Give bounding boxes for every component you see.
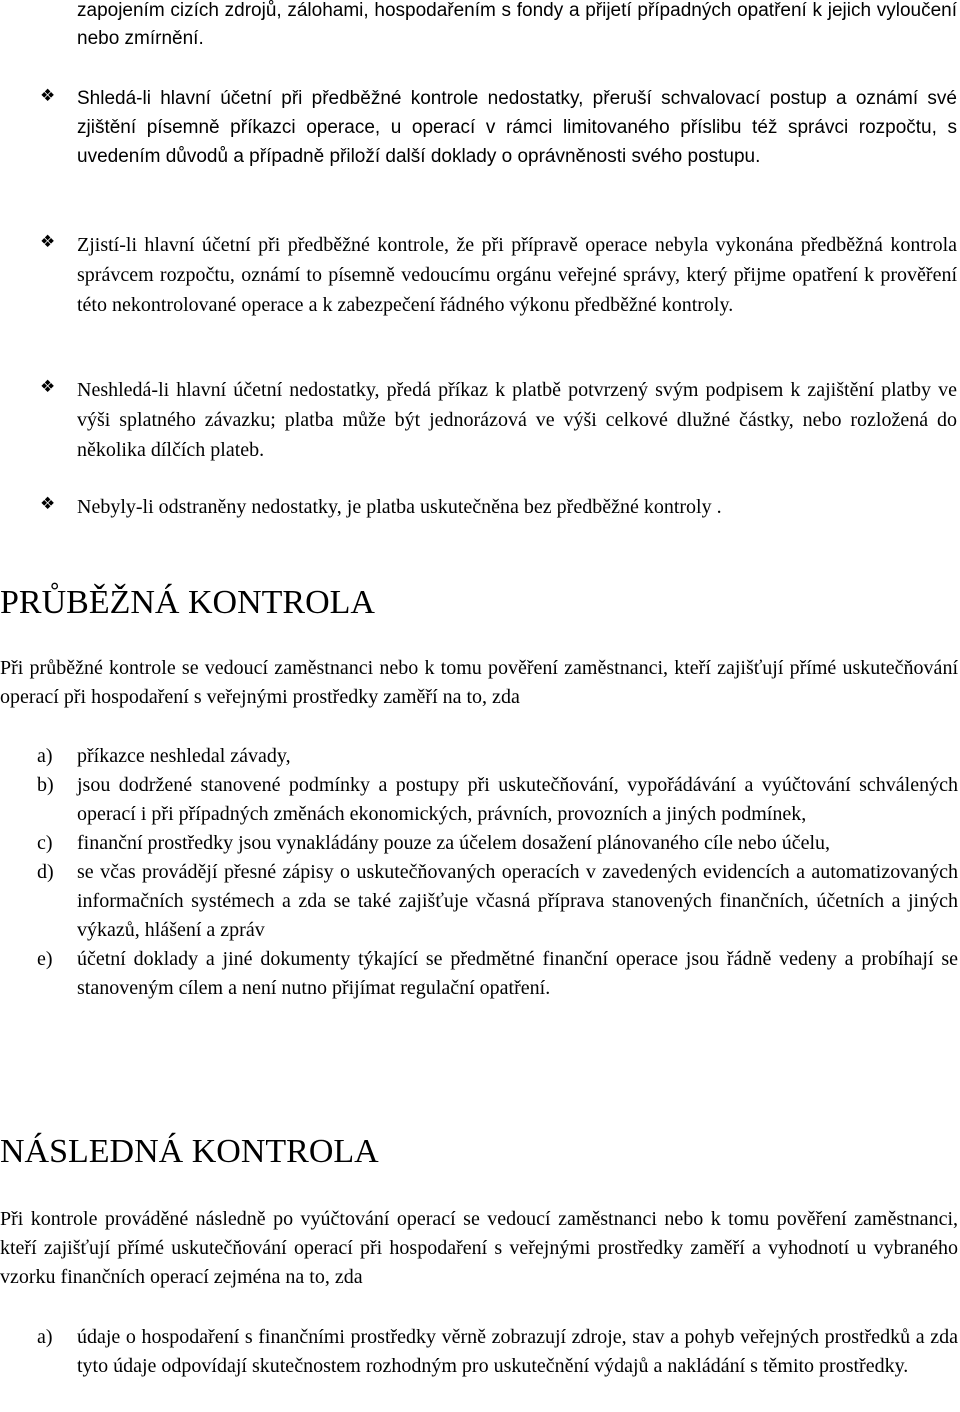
nasledna-criteria-list [0,1323,960,1381]
section-heading-prubezna: PRŮBĚŽNÁ KONTROLA [0,584,375,621]
bullet-text: Shledá-li hlavní účetní při předběžné kontrole nedostatky, přeruší schvalovací postup a oznámí své zjištění písemně příkazci operace, u operací v rámci limitovaného příslibu též správci rozpočtu, s uvedením důvodů a případně přiloží další doklady o oprávněnosti svého postupu. [77,88,957,167]
bullet-text: Neshledá-li hlavní účetní nedostatky, předá příkaz k platbě potvrzený svým podpisem k zajištění platby ve výši splatného závazku; platba může být jednorázová ve výši celkové dlužné částky, nebo rozložená do několika dílčích plateb. [77,379,957,461]
bullet-text: Nebyly-li odstraněny nedostatky, je platba uskutečněna bez předběžné kontroly . [77,496,722,518]
section-intro-paragraph: Při kontrole prováděné následně po vyúčtování operací se vedoucí zaměstnanci nebo k tomu pověření zaměstnanci, kteří zajišťují přímé uskutečňování operací při hospodaření s veřejnými prostředky zaměří a vyhodnotí u vybraného vzorku finančních operací zejména na to, zda [0,1208,958,1288]
list-item [0,829,960,858]
list-item-text: účetní doklady a jiné dokumenty týkající se předmětné finanční operace jsou řádně vedeny a probíhají se stanoveným cílem a není nutno přijímat regulační opatření. [77,948,958,999]
list-item [0,858,960,945]
list-item-text: příkazce neshledal závady, [77,745,291,767]
list-item [0,771,960,829]
prubezna-criteria-list [0,742,960,1003]
list-item-text: se včas provádějí přesné zápisy o uskutečňovaných operacích v zavedených evidencích a automatizovaných informačních systémech a zda se také zajišťuje včasná příprava stanovených finančních, účetních a jiných výkazů, hlášení a zpráv [77,861,958,941]
section-intro-paragraph: Při průběžné kontrole se vedoucí zaměstnanci nebo k tomu pověření zaměstnanci, kteří zajišťují přímé uskutečňování operací při hospodaření s veřejnými prostředky zaměří na to, zda [0,657,958,708]
list-item [0,742,960,771]
diamond-flower-bullet-icon: ❖ [40,494,56,514]
list-item-label: a) [37,1326,53,1348]
list-item [0,945,960,1003]
bullet-text: Zjistí-li hlavní účetní při předběžné kontrole, že při přípravě operace nebyla vykonána předběžná kontrola správcem rozpočtu, oznámí to písemně vedoucímu orgánu veřejné správy, který přijme opatření k prověření této nekontrolované operace a k zabezpečení řádného výkonu předběžné kontroly. [77,234,957,316]
list-item-text: údaje o hospodaření s finančními prostředky věrně zobrazují zdroje, stav a pohyb veřejných prostředků a zda tyto údaje odpovídají skutečnostem rozhodným pro uskutečnění výdajů a nakládání s těmito prostředky. [77,1326,958,1377]
list-item-text: jsou dodržené stanovené podmínky a postupy při uskutečňování, vypořádávání a vyúčtování schválených operací i při případných změnách ekonomických, právních, provozních a jiných podmínek, [77,774,958,825]
list-item-label: a) [37,745,53,767]
diamond-flower-bullet-icon: ❖ [40,377,56,397]
list-item [0,1323,960,1381]
diamond-flower-bullet-icon: ❖ [40,86,56,106]
list-item-label: d) [37,861,54,883]
diamond-flower-bullet-icon: ❖ [40,232,56,252]
list-item-text: finanční prostředky jsou vynakládány pouze za účelem dosažení plánovaného cíle nebo účelu, [77,832,831,854]
list-item-label: c) [37,832,53,854]
continuation-paragraph: zapojením cizích zdrojů, zálohami, hospodařením s fondy a přijetí případných opatření k jejich vyloučení nebo zmírnění. [77,0,957,49]
list-item-label: b) [37,774,54,796]
list-item-label: e) [37,948,53,970]
section-heading-nasledna: NÁSLEDNÁ KONTROLA [0,1133,379,1170]
